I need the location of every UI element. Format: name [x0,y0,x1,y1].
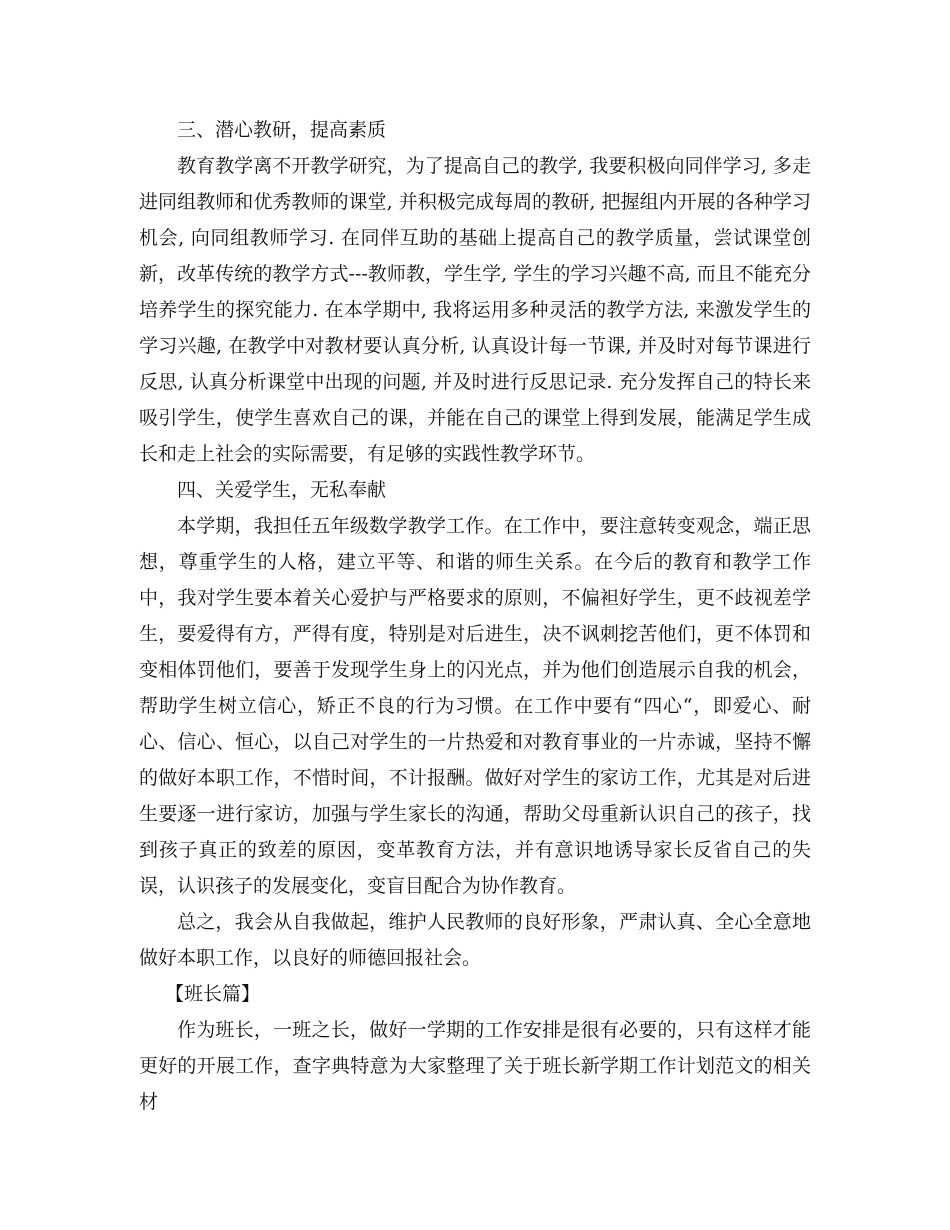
paragraph: 本学期，我担任五年级数学教学工作。在工作中，要注意转变观念，端正思想，尊重学生的人格，建立平等、和谐的师生关系。在今后的教育和教学工作中，我对学生要本着关心爱护与严格要求的原则，不偏袒好学生，更不歧视差学生，要爱得有方，严得有度，特别是对后进生，决不讽刺挖苦他们，更不体罚和变相体罚他们，要善于发现学生身上的闪光点，并为他们创造展示自我的机会，帮助学生树立信心，矫正不良的行为习惯。在工作中要有“四心“，即爱心、耐心、信心、恒心，以自己对学生的一片热爱和对教育事业的一片赤诚，坚持不懈的做好本职工作，不惜时间，不计报酬。做好对学生的家访工作，尤其是对后进生要逐一进行家访，加强与学生家长的沟通，帮助父母重新认识自己的孩子，找到孩子真正的致差的原因，变革教育方法，并有意识地诱导家长反省自己的失误，认识孩子的发展变化，变盲目配合为协作教育。 [139,515,811,897]
section-heading-monitor: 【班长篇】 [165,983,261,1005]
paragraph: 总之，我会从自我做起，维护人民教师的良好形象，严肃认真、全心全意地做好本职工作，以良好的师德回报社会。 [139,911,811,969]
paragraph: 教育教学离不开教学研究，为了提高自己的教学, 我要积极向同伴学习, 多走进同组教师和优秀教师的课堂, 并积极完成每周的教研, 把握组内开展的各种学习机会, 向同组教师学习. 在同伴互助的基础上提高自己的教学质量，尝试课堂创新，改革传统的教学方式---教师教，学生学, 学生的学习兴趣不高, 而且不能充分培养学生的探究能力. 在本学期中, 我将运用多种灵活的教学方法, 来激发学生的学习兴趣, 在教学中对教材要认真分析, 认真设计每一节课, 并及时对每节课进行反思, 认真分析课堂中出现的问题, 并及时进行反思记录. 充分发挥自己的特长来吸引学生，使学生喜欢自己的课，并能在自己的课堂上得到发展，能满足学生成长和走上社会的实际需要，有足够的实践性教学环节。 [139,155,811,465]
section-heading-4: 四、关爱学生，无私奉献 [177,479,387,501]
paragraph: 作为班长，一班之长，做好一学期的工作安排是很有必要的，只有这样才能更好的开展工作，查字典特意为大家整理了关于班长新学期工作计划范文的相关材 [139,1019,811,1113]
document-body [139,112,811,1120]
section-heading-3: 三、潜心教研，提高素质 [177,119,387,141]
